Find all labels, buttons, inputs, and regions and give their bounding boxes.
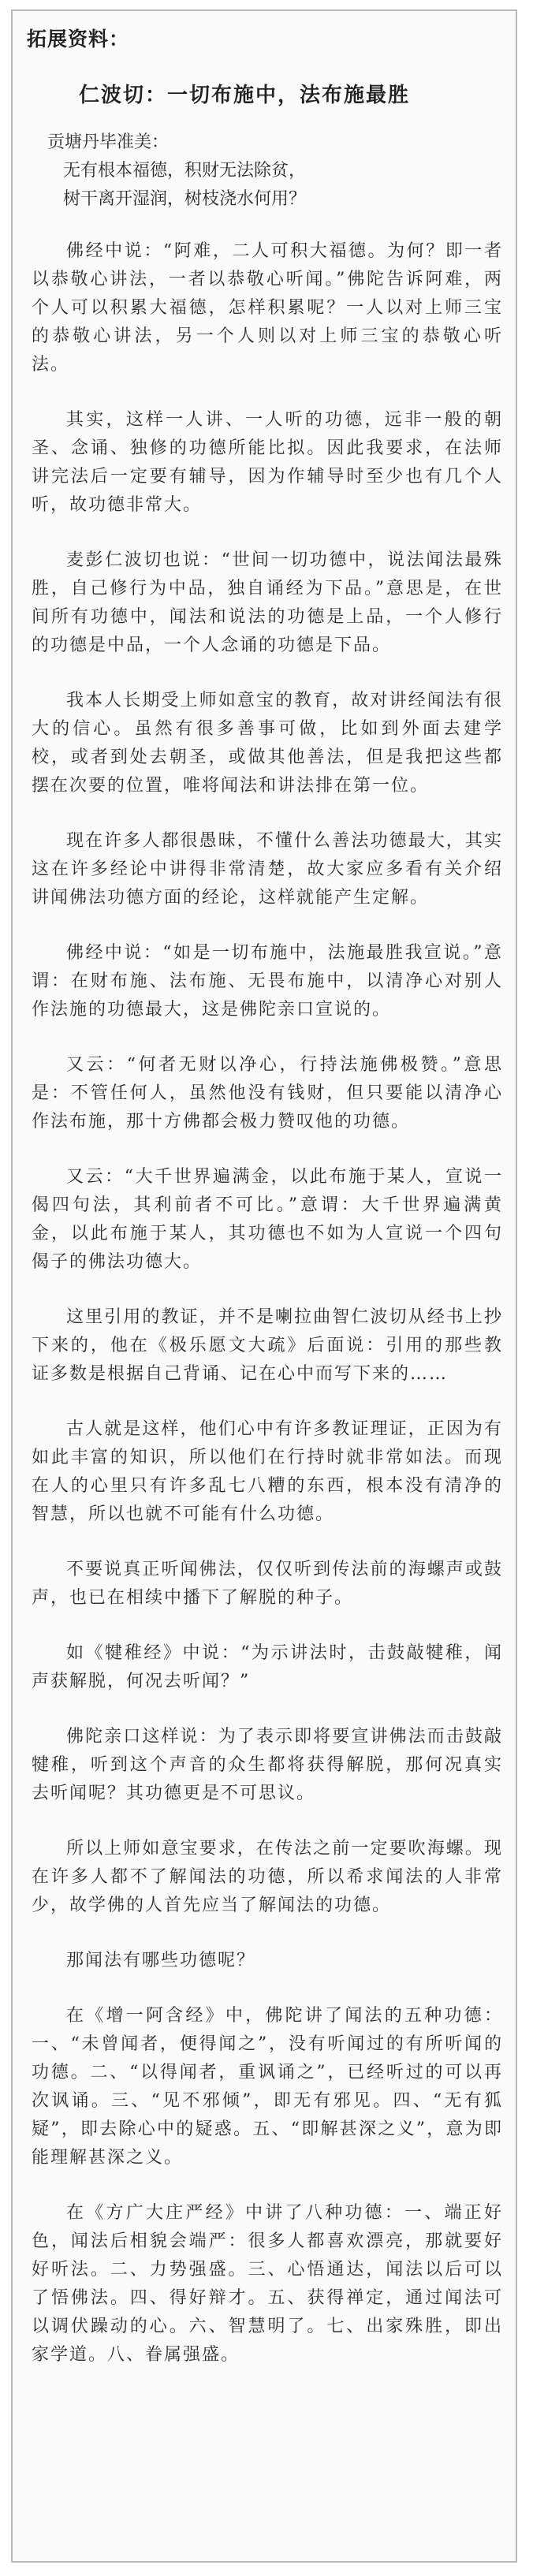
paragraph: 其实，这样一人讲、一人听的功德，远非一般的朝圣、念诵、独修的功德所能比拟。因此我要求，在法师讲完法后一定要有辅导，因为作辅导时至少也有几个人听，故功德非常大。 bbox=[32, 410, 503, 515]
verse-block bbox=[32, 129, 503, 214]
verse-line: 无有根本福德，积财无法除贫， bbox=[63, 161, 307, 181]
paragraph: 又云：“大千世界遍满金，以此布施于某人，宣说一偈四句法，其利前者不可比。”意谓：大千世界遍满黄金，以此布施于某人，其功德也不如为人宣说一个四句偈子的佛法功德大。 bbox=[32, 1167, 503, 1272]
paragraph: 又云：“何者无财以净心，行持法施佛极赞。”意思是：不管任何人，虽然他没有钱财，但只要能以清净心作法布施，那十方佛都会极力赞叹他的功德。 bbox=[32, 1055, 503, 1131]
paragraph: 麦彭仁波切也说：“世间一切功德中，说法闻法最殊胜，自己修行为中品，独自诵经为下品。”意思是，在世间所有功德中，闻法和说法的功德是上品，一个人修行的功德是中品，一个人念诵的功德是下品。 bbox=[32, 550, 503, 655]
paragraph: 在《增一阿含经》中，佛陀讲了闻法的五种功德：一、“未曾闻者，便得闻之”，没有听闻过的有所听闻的功德。二、“以得闻者，重讽诵之”，已经听过的可以再次讽诵。三、“见不邪倾”，即无有邪见。四、“无有狐疑”，即去除心中的疑惑。五、“即解甚深之义”，意为即能理解甚深之义。 bbox=[32, 2006, 503, 2168]
paragraph: 在《方广大庄严经》中讲了八种功德：一、端正好色，闻法后相貌会端严：很多人都喜欢漂亮，那就要好好听法。二、力势强盛。三、心悟通达，闻法以后可以了悟佛法。四、得好辩才。五、获得禅定，通过闻法可以调伏躁动的心。六、智慧明了。七、出家殊胜，即出家学道。八、眷属强盛。 bbox=[32, 2203, 503, 2365]
article-content bbox=[32, 65, 503, 2396]
verse-line: 贡塘丹毕准美： bbox=[47, 132, 170, 152]
paragraph: 现在许多人都很愚昧，不懂什么善法功德最大，其实这在许多经论中讲得非常清楚，故大家应多看有关介绍讲闻佛法功德方面的经论，这样就能产生定解。 bbox=[32, 831, 503, 908]
paragraph: 佛陀亲口这样说：为了表示即将要宣讲佛法而击鼓敲犍稚，听到这个声音的众生都将获得解脱，那何况真实去听闻呢？其功德更是不可思议。 bbox=[32, 1727, 503, 1803]
paragraph: 佛经中说：“阿难，二人可积大福德。为何？即一者以恭敬心讲法，一者以恭敬心听闻。”佛陀告诉阿难，两个人可以积累大福德，怎样积累呢？一人以对上师三宝的恭敬心讲法，另一个人则以对上师三宝的恭敬心听法。 bbox=[32, 241, 503, 375]
paragraph: 古人就是这样，他们心中有许多教证理证，正因为有如此丰富的知识，所以他们在行持时就非常如法。而现在人的心里只有许多乱七八糟的东西，根本没有清净的智慧，所以也就不可能有什么功德。 bbox=[32, 1419, 503, 1524]
paragraph: 所以上师如意宝要求，在传法之前一定要吹海螺。现在许多人都不了解闻法的功德，所以希求闻法的人非常少，故学佛的人首先应当了解闻法的功德。 bbox=[32, 1839, 503, 1915]
paragraph: 如《犍稚经》中说：“为示讲法时，击鼓敲犍稚，闻声获解脱，何况去听闻？” bbox=[32, 1643, 503, 1691]
article-title: 仁波切：一切布施中，法布施最胜 bbox=[79, 84, 411, 107]
paragraph: 佛经中说：“如是一切布施中，法施最胜我宣说。”意谓：在财布施、法布施、无畏布施中，以清净心对别人作法施的功德最大，这是佛陀亲口宣说的。 bbox=[32, 943, 503, 1020]
paragraph: 我本人长期受上师如意宝的教育，故对讲经闻法有很大的信心。虽然有很多善事可做，比如到外面去建学校，或者到处去朝圣，或做其他善法，但是我把这些都摆在次要的位置，唯将闻法和讲法排在第一位。 bbox=[32, 691, 503, 796]
paragraph: 那闻法有哪些功德呢？ bbox=[66, 1951, 256, 1970]
paragraph: 不要说真正听闻佛法，仅仅听到传法前的海螺声或鼓声，也已在相续中播下了解脱的种子。 bbox=[32, 1560, 503, 1608]
verse-line: 树干离开湿润，树枝浇水何用？ bbox=[63, 189, 307, 209]
paragraph: 这里引用的教证，并不是喇拉曲智仁波切从经书上抄下来的，他在《极乐愿文大疏》后面说：引用的那些教证多数是根据自己背诵、记在心中而写下来的…… bbox=[32, 1307, 503, 1384]
section-header: 拓展资料： bbox=[27, 28, 130, 50]
